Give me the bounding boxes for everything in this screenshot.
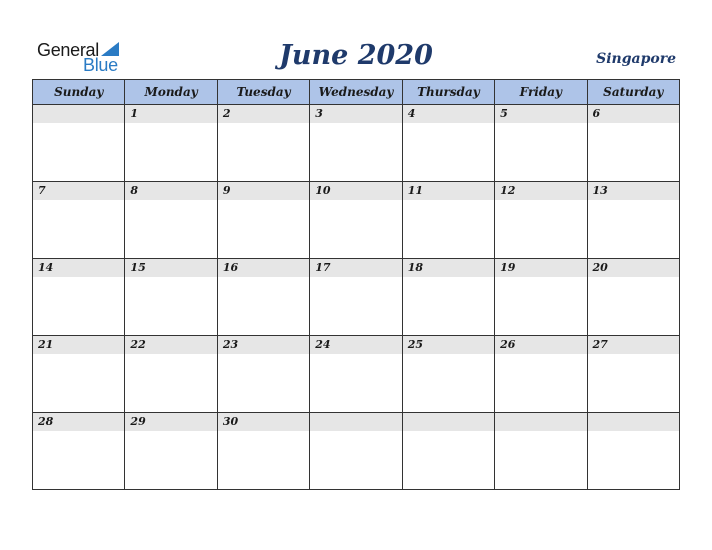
day-number: 20 <box>592 261 608 274</box>
day-number: 30 <box>222 415 239 428</box>
day-cell <box>494 182 586 258</box>
day-cell <box>587 182 679 258</box>
weekday-header: Friday <box>494 80 586 104</box>
day-number: 1 <box>130 107 139 120</box>
day-number: 22 <box>130 338 146 351</box>
day-cell <box>587 105 679 181</box>
day-cell <box>309 413 401 489</box>
day-cell <box>217 182 309 258</box>
weekday-header: Sunday <box>54 85 104 99</box>
week-row <box>33 258 679 335</box>
weekday-header: Thursday <box>402 80 494 104</box>
day-number: 21 <box>38 338 54 351</box>
day-cell <box>402 105 494 181</box>
weekday-header: Wednesday <box>309 80 401 104</box>
weekday-header-row <box>33 80 679 105</box>
day-cell <box>402 336 494 412</box>
day-number: 25 <box>407 338 423 351</box>
weekday-header: Saturday <box>587 80 679 104</box>
day-number: 17 <box>315 261 331 274</box>
day-number: 24 <box>315 338 331 351</box>
logo-text-general: General <box>37 40 99 60</box>
weekday-header: Tuesday <box>217 80 309 104</box>
day-cell <box>33 105 124 181</box>
weekday-header: Monday <box>124 80 216 104</box>
day-cell <box>124 105 216 181</box>
day-number: 15 <box>130 261 146 274</box>
day-cell <box>309 182 401 258</box>
day-cell <box>33 259 124 335</box>
day-number: 16 <box>222 261 239 274</box>
country-label: Singapore <box>596 51 676 67</box>
week-row <box>33 335 679 412</box>
day-cell <box>402 413 494 489</box>
day-cell <box>494 336 586 412</box>
day-cell <box>494 259 586 335</box>
day-number: 3 <box>315 107 323 120</box>
page-title: June 2020 <box>279 40 433 71</box>
day-cell <box>309 336 401 412</box>
day-cell <box>309 105 401 181</box>
day-number: 23 <box>222 338 239 351</box>
day-cell <box>33 413 124 489</box>
day-cell <box>494 413 586 489</box>
day-number: 12 <box>500 184 516 197</box>
day-cell <box>33 182 124 258</box>
day-cell <box>124 259 216 335</box>
day-cell <box>124 413 216 489</box>
day-cell <box>124 182 216 258</box>
day-cell <box>217 413 309 489</box>
logo-text-blue: Blue <box>83 55 118 75</box>
day-number: 13 <box>592 184 608 197</box>
day-number: 11 <box>407 184 423 197</box>
day-cell <box>494 105 586 181</box>
day-cell <box>33 336 124 412</box>
day-cell <box>587 413 679 489</box>
day-number: 28 <box>38 415 54 428</box>
day-number: 4 <box>407 107 416 120</box>
day-number: 6 <box>592 107 601 120</box>
day-number: 29 <box>130 415 146 428</box>
day-number: 18 <box>407 261 423 274</box>
day-cell <box>402 259 494 335</box>
day-number: 10 <box>315 184 331 197</box>
day-number: 5 <box>500 107 508 120</box>
calendar-grid <box>32 79 680 490</box>
day-number: 8 <box>130 184 139 197</box>
day-number: 26 <box>500 338 516 351</box>
day-number: 14 <box>38 261 54 274</box>
day-cell <box>587 336 679 412</box>
week-row <box>33 105 679 181</box>
day-cell <box>124 336 216 412</box>
week-row <box>33 412 679 489</box>
day-number: 9 <box>222 184 231 197</box>
day-cell <box>217 105 309 181</box>
day-number: 19 <box>500 261 516 274</box>
day-number: 7 <box>38 184 46 197</box>
day-number: 2 <box>222 107 231 120</box>
day-cell <box>309 259 401 335</box>
day-number: 27 <box>592 338 608 351</box>
day-cell <box>587 259 679 335</box>
day-cell <box>402 182 494 258</box>
day-cell <box>217 336 309 412</box>
day-cell <box>217 259 309 335</box>
week-row <box>33 181 679 258</box>
